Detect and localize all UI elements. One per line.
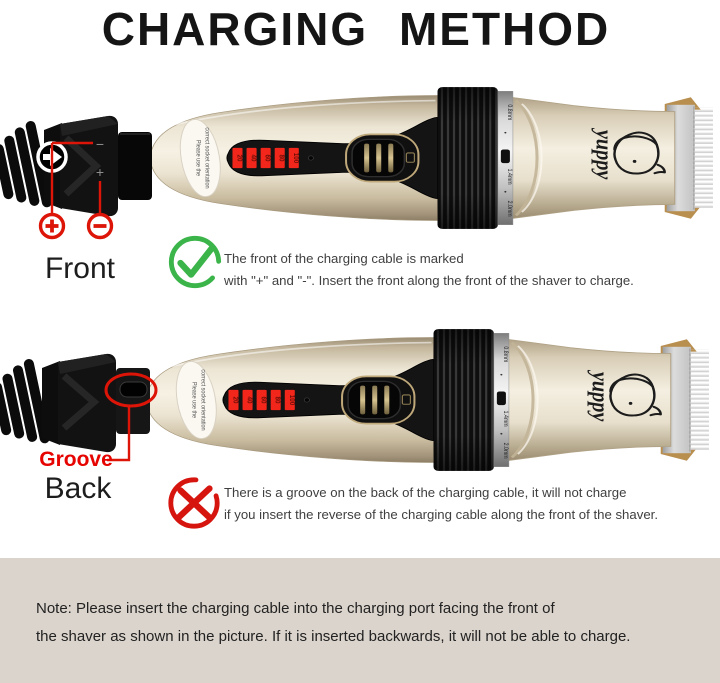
page-title: CHARGING METHOD	[101, 3, 611, 55]
charging-cable-front-image	[0, 108, 160, 240]
note-section	[0, 558, 720, 683]
shaver-image-back-row	[138, 324, 716, 476]
note-line2: the shaver as shown in the picture. If it is inserted backwards, it will not be able to charge.	[36, 628, 631, 645]
groove-slot	[120, 382, 147, 397]
note-text	[0, 558, 720, 651]
back-label: Back	[44, 472, 112, 505]
check-icon	[166, 233, 224, 291]
minus-circle-icon	[89, 215, 112, 238]
plus-circle-icon	[41, 215, 64, 238]
front-description	[224, 248, 634, 292]
back-description-line1: There is a groove on the back of the charging cable, it will not charge	[224, 485, 627, 500]
groove-label: Groove	[39, 448, 113, 471]
front-description-line1: The front of the charging cable is marked	[224, 251, 464, 266]
shaver-image-front-row	[142, 82, 720, 234]
cross-icon	[165, 474, 223, 532]
back-description	[224, 482, 658, 526]
back-description-line2: if you insert the reverse of the charging cable along the front of the shaver.	[224, 507, 658, 522]
front-label: Front	[44, 252, 116, 285]
plus-mark: +	[95, 164, 105, 180]
note-line1: Note: Please insert the charging cable into the charging port facing the front of	[36, 600, 555, 617]
minus-mark: −	[95, 136, 105, 152]
front-description-line2: with "+" and "-". Insert the front along the front of the shaver to charge.	[224, 273, 634, 288]
